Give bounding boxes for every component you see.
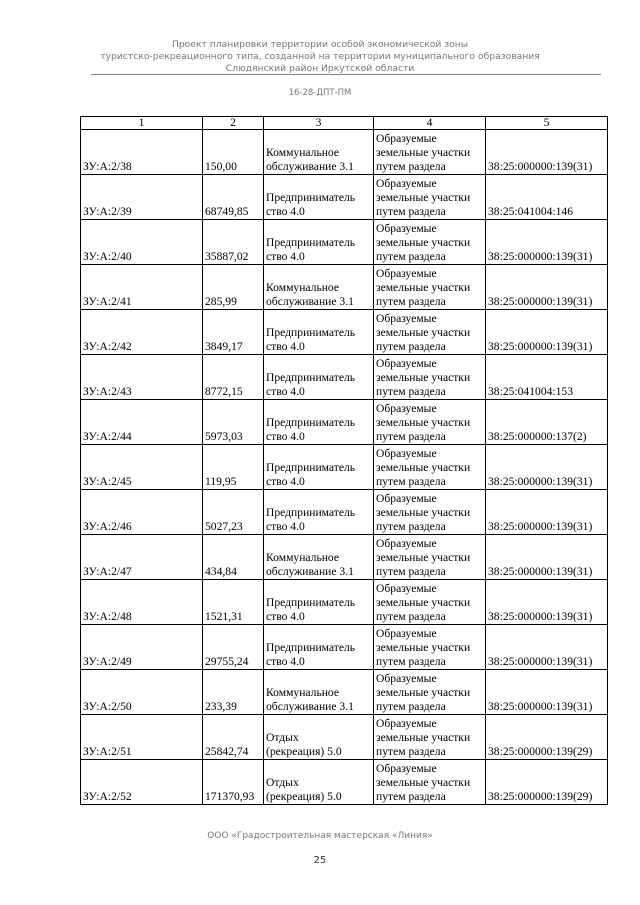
permitted-use-line: ство 4.0: [266, 340, 305, 353]
permitted-use-cell: [264, 670, 374, 715]
area-cell: [203, 625, 264, 670]
formation-type-cell: [374, 130, 486, 175]
permitted-use-line: обслуживание 3.1: [266, 565, 354, 578]
plot-id-cell: [81, 625, 203, 670]
formation-type-line: Образуемые: [376, 582, 437, 595]
plot-id: ЗУ:А:2/41: [83, 295, 132, 308]
permitted-use-line: ство 4.0: [266, 520, 305, 533]
cadastral-number-cell: [486, 670, 608, 715]
formation-type-cell: [374, 265, 486, 310]
cadastral-number-cell: [486, 175, 608, 220]
formation-type-line: земельные участки: [376, 416, 471, 429]
formation-type-cell: [374, 625, 486, 670]
plot-id-cell: [81, 355, 203, 400]
plot-id-cell: [81, 580, 203, 625]
permitted-use-line: обслуживание 3.1: [266, 295, 354, 308]
formation-type-line: путем раздела: [376, 700, 446, 713]
permitted-use-line: ство 4.0: [266, 475, 305, 488]
plot-id-cell: [81, 130, 203, 175]
formation-type-line: путем раздела: [376, 250, 446, 263]
footer-organization: ООО «Градостроительная мастерская «Линия»: [207, 831, 433, 841]
permitted-use-line: Коммунальное: [266, 551, 340, 564]
permitted-use-line: ство 4.0: [266, 655, 305, 668]
formation-type-line: путем раздела: [376, 430, 446, 443]
plot-area: 1521,31: [205, 610, 243, 623]
plot-id-cell: [81, 490, 203, 535]
permitted-use-cell: [264, 355, 374, 400]
formation-type-line: земельные участки: [376, 371, 471, 384]
plot-id-cell: [81, 220, 203, 265]
formation-type-line: путем раздела: [376, 475, 446, 488]
formation-type-cell: [374, 175, 486, 220]
permitted-use-cell: [264, 265, 374, 310]
cadastral-number-cell: [486, 130, 608, 175]
formation-type-line: путем раздела: [376, 610, 446, 623]
table-row: [81, 490, 608, 535]
formation-type-line: путем раздела: [376, 565, 446, 578]
formation-type-line: Образуемые: [376, 312, 437, 325]
formation-type-line: Образуемые: [376, 267, 437, 280]
formation-type-line: земельные участки: [376, 236, 471, 249]
formation-type-line: земельные участки: [376, 191, 471, 204]
plot-id: ЗУ:А:2/49: [83, 655, 132, 668]
cadastral-number-cell: [486, 310, 608, 355]
plot-area: 29755,24: [205, 655, 249, 668]
cadastral-number-cell: [486, 625, 608, 670]
permitted-use-line: (рекреация) 5.0: [266, 745, 342, 758]
formation-type-cell: [374, 535, 486, 580]
cadastral-number-cell: [486, 220, 608, 265]
formation-type-line: земельные участки: [376, 506, 471, 519]
permitted-use-line: ство 4.0: [266, 385, 305, 398]
header-line-2: туристско-рекреационного типа, созданной на территории муниципального образования: [100, 51, 540, 62]
plot-id-cell: [81, 175, 203, 220]
cadastral-number: 38:25:000000:139(31): [488, 295, 593, 308]
permitted-use-line: ство 4.0: [266, 250, 305, 263]
plot-area: 285,99: [205, 295, 237, 308]
formation-type-line: Образуемые: [376, 717, 437, 730]
formation-type-line: земельные участки: [376, 686, 471, 699]
permitted-use-line: обслуживание 3.1: [266, 160, 354, 173]
area-cell: [203, 220, 264, 265]
table-row: [81, 355, 608, 400]
plot-id-cell: [81, 445, 203, 490]
permitted-use-line: обслуживание 3.1: [266, 700, 354, 713]
permitted-use-line: Предприниматель: [266, 506, 356, 519]
formation-type-cell: [374, 715, 486, 760]
plot-id-cell: [81, 400, 203, 445]
formation-type-line: путем раздела: [376, 160, 446, 173]
formation-type-line: Образуемые: [376, 672, 437, 685]
formation-type-line: земельные участки: [376, 731, 471, 744]
permitted-use-cell: [264, 400, 374, 445]
permitted-use-line: ство 4.0: [266, 610, 305, 623]
table-body: [81, 117, 608, 805]
formation-type-cell: [374, 220, 486, 265]
cadastral-number: 38:25:041004:146: [488, 205, 574, 218]
table-row: [81, 760, 608, 805]
cadastral-number: 38:25:000000:139(31): [488, 250, 593, 263]
land-plots-table: [80, 116, 608, 805]
formation-type-line: Образуемые: [376, 132, 437, 145]
plot-id: ЗУ:А:2/47: [83, 565, 132, 578]
plot-id-cell: [81, 760, 203, 805]
plot-id: ЗУ:А:2/51: [83, 745, 132, 758]
table-row: [81, 625, 608, 670]
column-header: 1: [81, 117, 203, 130]
permitted-use-line: Предприниматель: [266, 596, 356, 609]
formation-type-line: Образуемые: [376, 177, 437, 190]
cadastral-number: 38:25:000000:139(29): [488, 790, 593, 803]
cadastral-number: 38:25:000000:139(31): [488, 160, 593, 173]
column-header: 3: [264, 117, 374, 130]
permitted-use-cell: [264, 130, 374, 175]
permitted-use-line: Отдых: [266, 731, 299, 744]
plot-id-cell: [81, 535, 203, 580]
permitted-use-line: (рекреация) 5.0: [266, 790, 342, 803]
plot-id: ЗУ:А:2/42: [83, 340, 132, 353]
permitted-use-line: Предприниматель: [266, 416, 356, 429]
cadastral-number-cell: [486, 715, 608, 760]
plot-id: ЗУ:А:2/48: [83, 610, 132, 623]
table-header-row: [81, 117, 608, 130]
formation-type-line: Образуемые: [376, 762, 437, 775]
plot-area: 150,00: [205, 160, 237, 173]
area-cell: [203, 355, 264, 400]
permitted-use-cell: [264, 490, 374, 535]
cadastral-number-cell: [486, 490, 608, 535]
permitted-use-line: Предприниматель: [266, 371, 356, 384]
column-header: 4: [374, 117, 486, 130]
header-divider: [91, 74, 601, 75]
formation-type-line: Образуемые: [376, 447, 437, 460]
cadastral-number-cell: [486, 400, 608, 445]
table-row: [81, 220, 608, 265]
area-cell: [203, 760, 264, 805]
plot-id-cell: [81, 310, 203, 355]
plot-id-cell: [81, 715, 203, 760]
column-header: 5: [486, 117, 608, 130]
formation-type-line: земельные участки: [376, 326, 471, 339]
table-row: [81, 265, 608, 310]
permitted-use-line: Предприниматель: [266, 191, 356, 204]
formation-type-line: путем раздела: [376, 745, 446, 758]
area-cell: [203, 535, 264, 580]
cadastral-number: 38:25:000000:139(29): [488, 745, 593, 758]
permitted-use-cell: [264, 310, 374, 355]
plot-area: 35887,02: [205, 250, 249, 263]
formation-type-line: Образуемые: [376, 492, 437, 505]
formation-type-cell: [374, 580, 486, 625]
permitted-use-line: ство 4.0: [266, 205, 305, 218]
permitted-use-line: Коммунальное: [266, 686, 340, 699]
plot-area: 171370,93: [205, 790, 255, 803]
cadastral-number: 38:25:000000:139(31): [488, 475, 593, 488]
formation-type-cell: [374, 760, 486, 805]
cadastral-number: 38:25:000000:139(31): [488, 655, 593, 668]
permitted-use-cell: [264, 535, 374, 580]
formation-type-line: земельные участки: [376, 776, 471, 789]
permitted-use-line: ство 4.0: [266, 430, 305, 443]
plot-id: ЗУ:А:2/40: [83, 250, 132, 263]
plot-area: 68749,85: [205, 205, 249, 218]
cadastral-number-cell: [486, 535, 608, 580]
plot-area: 5973,03: [205, 430, 243, 443]
area-cell: [203, 715, 264, 760]
cadastral-number: 38:25:000000:137(2): [488, 430, 587, 443]
permitted-use-cell: [264, 715, 374, 760]
header-line-3: Слюдянский район Иркутской области: [225, 63, 415, 74]
table-row: [81, 130, 608, 175]
formation-type-cell: [374, 490, 486, 535]
formation-type-line: путем раздела: [376, 340, 446, 353]
permitted-use-line: Коммунальное: [266, 281, 340, 294]
plot-id: ЗУ:А:2/39: [83, 205, 132, 218]
plot-id: ЗУ:А:2/45: [83, 475, 132, 488]
area-cell: [203, 130, 264, 175]
formation-type-line: Образуемые: [376, 222, 437, 235]
table-row: [81, 715, 608, 760]
formation-type-cell: [374, 355, 486, 400]
formation-type-line: Образуемые: [376, 402, 437, 415]
plot-area: 434,84: [205, 565, 237, 578]
table-row: [81, 310, 608, 355]
permitted-use-cell: [264, 445, 374, 490]
formation-type-line: земельные участки: [376, 551, 471, 564]
document-code: 16-28-ДПТ-ПМ: [288, 88, 352, 98]
formation-type-cell: [374, 310, 486, 355]
table-row: [81, 400, 608, 445]
table-row: [81, 580, 608, 625]
plot-id-cell: [81, 670, 203, 715]
formation-type-line: Образуемые: [376, 537, 437, 550]
plot-area: 3849,17: [205, 340, 243, 353]
formation-type-line: Образуемые: [376, 357, 437, 370]
area-cell: [203, 445, 264, 490]
page-number: 25: [313, 855, 327, 866]
cadastral-number-cell: [486, 580, 608, 625]
plot-id: ЗУ:А:2/46: [83, 520, 132, 533]
plot-area: 5027,23: [205, 520, 243, 533]
formation-type-line: путем раздела: [376, 385, 446, 398]
plot-id: ЗУ:А:2/44: [83, 430, 132, 443]
plot-id-cell: [81, 265, 203, 310]
permitted-use-line: Предприниматель: [266, 326, 356, 339]
formation-type-cell: [374, 400, 486, 445]
formation-type-line: путем раздела: [376, 655, 446, 668]
permitted-use-cell: [264, 625, 374, 670]
table-row: [81, 535, 608, 580]
permitted-use-line: Предприниматель: [266, 641, 356, 654]
plot-area: 233,39: [205, 700, 237, 713]
plot-id: ЗУ:А:2/43: [83, 385, 132, 398]
area-cell: [203, 670, 264, 715]
formation-type-line: путем раздела: [376, 295, 446, 308]
cadastral-number: 38:25:000000:139(31): [488, 340, 593, 353]
formation-type-line: земельные участки: [376, 146, 471, 159]
permitted-use-line: Отдых: [266, 776, 299, 789]
cadastral-number: 38:25:000000:139(31): [488, 565, 593, 578]
cadastral-number: 38:25:041004:153: [488, 385, 574, 398]
cadastral-number-cell: [486, 445, 608, 490]
permitted-use-cell: [264, 760, 374, 805]
plot-area: 25842,74: [205, 745, 249, 758]
formation-type-line: земельные участки: [376, 281, 471, 294]
area-cell: [203, 310, 264, 355]
formation-type-line: земельные участки: [376, 641, 471, 654]
cadastral-number-cell: [486, 355, 608, 400]
area-cell: [203, 400, 264, 445]
area-cell: [203, 580, 264, 625]
permitted-use-cell: [264, 580, 374, 625]
table-row: [81, 670, 608, 715]
permitted-use-line: Коммунальное: [266, 146, 340, 159]
area-cell: [203, 490, 264, 535]
column-header: 2: [203, 117, 264, 130]
permitted-use-cell: [264, 220, 374, 265]
plot-area: 8772,15: [205, 385, 243, 398]
formation-type-line: путем раздела: [376, 205, 446, 218]
formation-type-line: земельные участки: [376, 461, 471, 474]
formation-type-line: путем раздела: [376, 790, 446, 803]
cadastral-number-cell: [486, 265, 608, 310]
permitted-use-line: Предприниматель: [266, 461, 356, 474]
formation-type-cell: [374, 670, 486, 715]
cadastral-number: 38:25:000000:139(31): [488, 520, 593, 533]
table-row: [81, 175, 608, 220]
area-cell: [203, 175, 264, 220]
cadastral-number: 38:25:000000:139(31): [488, 700, 593, 713]
header-line-1: Проект планировки территории особой экономической зоны: [171, 39, 469, 50]
plot-id: ЗУ:А:2/38: [83, 160, 132, 173]
formation-type-line: земельные участки: [376, 596, 471, 609]
formation-type-line: Образуемые: [376, 627, 437, 640]
formation-type-line: путем раздела: [376, 520, 446, 533]
cadastral-number: 38:25:000000:139(31): [488, 610, 593, 623]
permitted-use-cell: [264, 175, 374, 220]
plot-id: ЗУ:А:2/52: [83, 790, 132, 803]
plot-area: 119,95: [205, 475, 237, 488]
formation-type-cell: [374, 445, 486, 490]
permitted-use-line: Предприниматель: [266, 236, 356, 249]
plot-id: ЗУ:А:2/50: [83, 700, 132, 713]
area-cell: [203, 265, 264, 310]
cadastral-number-cell: [486, 760, 608, 805]
table-row: [81, 445, 608, 490]
